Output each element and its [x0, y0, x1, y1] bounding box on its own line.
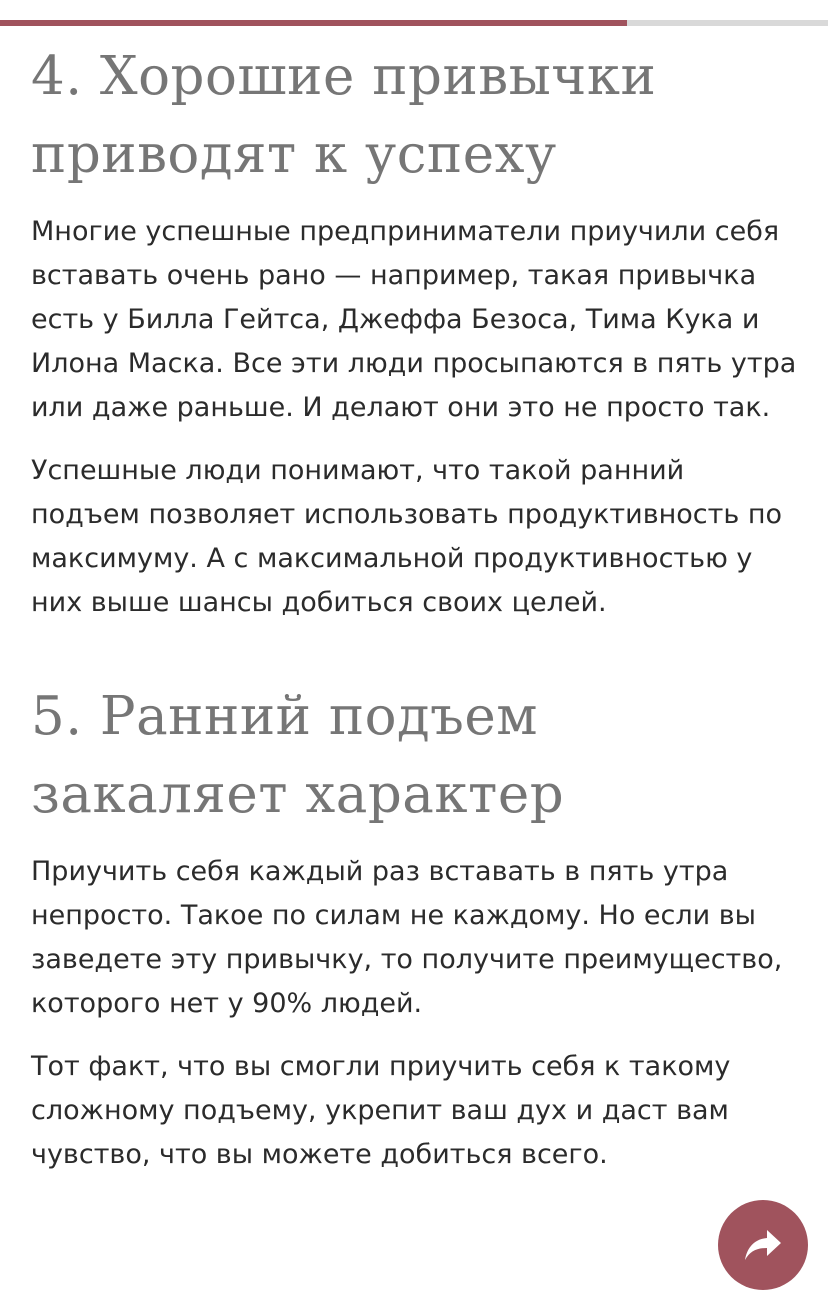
- section-heading-4: 4. Хорошие привычки приводят к успеху: [31, 46, 657, 185]
- paragraph: Успешные люди понимают, что такой ранний подъем позволяет использовать продуктивность по максимуму. А с максимальной продуктивностью у них выше шансы добиться своих целей.: [31, 455, 783, 618]
- reading-progress-bar: [0, 20, 828, 26]
- paragraph: Приучить себя каждый раз вставать в пять утра непросто. Такое по силам не каждому. Но если вы заведете эту привычку, то получите преимущество, которого нет у 90% людей.: [31, 856, 783, 1019]
- share-arrow-icon: [743, 1228, 783, 1262]
- section-heading-5: 5. Ранний подъем закаляет характер: [31, 686, 565, 825]
- paragraph: Тот факт, что вы смогли приучить себя к такому сложному подъему, укрепит ваш дух и даст вам чувство, что вы можете добиться всего.: [31, 1051, 731, 1170]
- reading-progress-fill: [0, 20, 627, 26]
- paragraph: Многие успешные предприниматели приучили себя вставать очень рано — например, такая привычка есть у Билла Гейтса, Джеффа Безоса, Тима Кука и Илона Маска. Все эти люди просыпаются в пять утра или даже раньше. И делают они это не просто так.: [31, 216, 797, 423]
- article-content: [31, 38, 801, 1177]
